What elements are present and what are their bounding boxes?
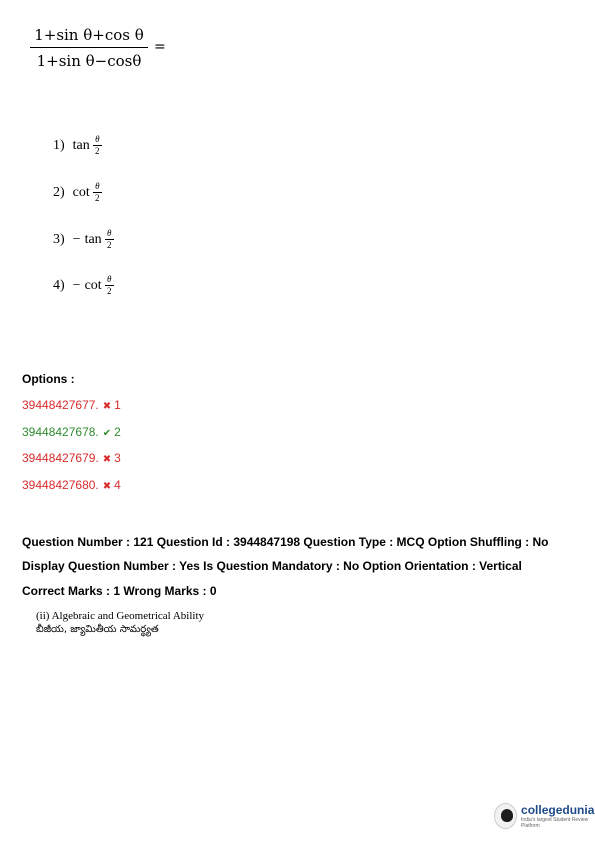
option-value: 3 <box>114 451 121 465</box>
option-id: 39448427680. <box>22 478 99 492</box>
question-meta-line-2: Display Question Number : Yes Is Question Mandatory : No Option Orientation : Vertical <box>22 559 522 573</box>
cross-icon: ✖ <box>102 454 112 465</box>
choice-prefix: − <box>72 231 81 247</box>
choice-1 <box>53 135 102 156</box>
fraction-top: θ <box>95 134 100 144</box>
section-english: (ii) Algebraic and Geometrical Ability <box>36 610 205 622</box>
choice-func: cot <box>84 277 102 293</box>
mascot-icon <box>494 803 517 829</box>
option-id: 39448427679. <box>22 451 99 465</box>
choice-3 <box>53 229 114 250</box>
choice-fraction <box>93 135 102 156</box>
choice-label: 3) <box>53 231 65 247</box>
fraction-top: θ <box>106 228 112 238</box>
choice-label: 1) <box>53 137 65 153</box>
section-label <box>36 610 204 636</box>
cross-icon: ✖ <box>102 401 112 412</box>
fraction-bottom: 2 <box>106 240 112 250</box>
option-value: 4 <box>114 478 121 492</box>
choice-prefix: − <box>72 277 81 293</box>
fraction-top: θ <box>106 274 112 284</box>
choice-func: tan <box>84 231 102 247</box>
options-heading: Options : <box>22 372 75 386</box>
section-telugu: బీజీయ, జ్యామితీయ సామర్థ్యత <box>36 624 159 635</box>
option-id: 39448427677. <box>22 398 99 412</box>
logo-tagline: India's largest Student Review Platform <box>521 816 589 829</box>
logo-brand: collegedunia <box>521 802 595 817</box>
choice-4 <box>53 275 114 296</box>
choice-label: 2) <box>53 184 65 200</box>
choice-fraction <box>93 182 102 203</box>
choice-2 <box>53 182 102 203</box>
fraction-bottom: 2 <box>95 193 100 203</box>
fraction-top: θ <box>95 181 100 191</box>
collegedunia-logo <box>494 803 595 829</box>
option-id: 39448427678. <box>22 425 99 439</box>
option-row <box>22 398 121 412</box>
check-icon: ✔ <box>102 428 112 439</box>
fraction-bottom: 2 <box>95 146 100 156</box>
choice-func: cot <box>72 184 90 200</box>
cross-icon: ✖ <box>102 481 112 492</box>
question-meta-line-3: Correct Marks : 1 Wrong Marks : 0 <box>22 584 217 598</box>
question-denominator: 1+sin θ−cosθ <box>36 52 142 70</box>
option-value: 2 <box>114 425 121 439</box>
choice-fraction <box>105 275 114 296</box>
choice-label: 4) <box>53 277 65 293</box>
equals-sign: = <box>154 39 166 55</box>
option-row <box>22 425 121 439</box>
choice-fraction <box>105 229 114 250</box>
option-row <box>22 478 121 492</box>
option-row <box>22 451 121 465</box>
question-numerator: 1+sin θ+cos θ <box>34 26 144 44</box>
fraction-bottom: 2 <box>106 286 112 296</box>
choice-func: tan <box>72 137 90 153</box>
option-value: 1 <box>114 398 121 412</box>
question-expression <box>30 26 166 70</box>
fraction-bar <box>30 47 148 48</box>
question-meta-line-1: Question Number : 121 Question Id : 3944847198 Question Type : MCQ Option Shuffling : No <box>22 535 549 549</box>
